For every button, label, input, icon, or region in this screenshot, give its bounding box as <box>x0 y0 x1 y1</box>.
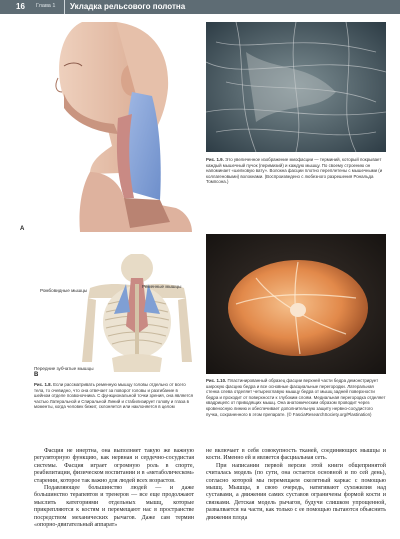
label-belt-muscles: Ременные мышцы <box>142 284 182 289</box>
paragraph: не включает в себя совокупность тканей, соединяющих мышцы и кости. Именно ей и является фасциальная сеть. <box>206 448 386 462</box>
paragraph: Фасция не инертна, она выполняет такую же важную регуляторную функцию, как нервная и сердечно-сосудистая системы. Фасция играет огромную роль в спорте, реабилитации, физическом воспитании и в «метаболическом» старении, которое так важно для людей всех возрастов. <box>34 448 194 484</box>
figure-letter-b: B <box>34 372 39 378</box>
header-bar <box>0 0 400 14</box>
caption-fig-1-8 <box>34 382 194 410</box>
header-divider <box>64 0 65 14</box>
label-posterior-serratus: Передние зубчатые мышцы <box>34 366 94 371</box>
body-column-2 <box>206 448 386 522</box>
caption-text: Это увеличенное изображение миофасции — терминий, который покрывает каждый мышечный пучок (перимизий) и каждую мышцу. По своему строению он напоминает «шелковую вату». Волокна фасции плотно переплетены с мышечными (и коллагеновыми) волокнами. (Воспроизведено с любезного разрешения Рональда Томпсона.) <box>206 157 383 185</box>
figure-letter-a: A <box>20 226 25 232</box>
neck-muscle-illustration <box>20 22 195 232</box>
plastinated-thigh-photo <box>206 234 386 374</box>
running-title: Укладка рельсового полотна <box>70 2 186 11</box>
label-rhomboid: Ромбовидные мышцы <box>40 288 88 293</box>
caption-fig-1-10 <box>206 378 386 417</box>
back-skeleton-illustration <box>82 254 192 372</box>
paragraph: Подавляющее большинство людей — и даже большинство терапевтов и тренеров — все еще продолжают мыслить категориями отдельных мышц, которые прикрепляются к костям и перемещают нас в пространстве посредством механических рычагов. Даже сам термин «опорно-двигательный аппарат» <box>34 485 194 529</box>
caption-number: Рис. 1.10. <box>206 378 227 383</box>
chapter-label: Глава 1 <box>36 3 56 9</box>
page-number: 16 <box>16 2 25 11</box>
caption-text: Пластинированный образец фасции верхней части бедра демонстрирует широкую фасцию бедра и все основные фасциальные перегородки. Латеральная стенка слева отделяет четырехглавую мышцу бедра от мышц задней поверхности бедра и проходит от поверхности к глубоким слоям. Медиальная перегородка отделяет квадрицепс от приводящих мышц. Она анатомическим образом проводит через кровеносную линию и обеспечивает дополнительную защиту нервно-сосудистого пучка, сохраненного в этом препарате. (© FasciaResearchSociety.org/Plastination) <box>206 378 386 417</box>
body-column-1 <box>34 448 194 529</box>
caption-text: Если рассматривать ременную мышцу головы отдельно от всего тела, то очевидно, что она отвечает за поворот головы и разгибание в шейном отделе позвоночника. С функциональной точки зрения, она является частью Латеральной и Спиральной Линий и стабилизирует голову и глаза в моменты, когда человек бежит, склоняется или наклоняется в целом <box>34 382 193 410</box>
paragraph: При написании первой версии этой книги общепринятой считалась модель (по сути, она остается основной и по сей день), согласно которой мы перемещаем скелетный каркас с помощью мышц. Мышцы, в свою очередь, натягивают сухожилия над суставами, а движения самих суставов ограничены формой кости и связками. Детская модель рычагов, будучи слишком упрощенной, развалвается на части, как только с ее помощью пытаются объяснить движения плода <box>206 462 386 521</box>
fascia-micrograph-photo <box>206 22 386 152</box>
caption-fig-1-9 <box>206 157 386 185</box>
caption-number: Рис. 1.9. <box>206 157 224 162</box>
caption-number: Рис. 1.8. <box>34 382 52 387</box>
